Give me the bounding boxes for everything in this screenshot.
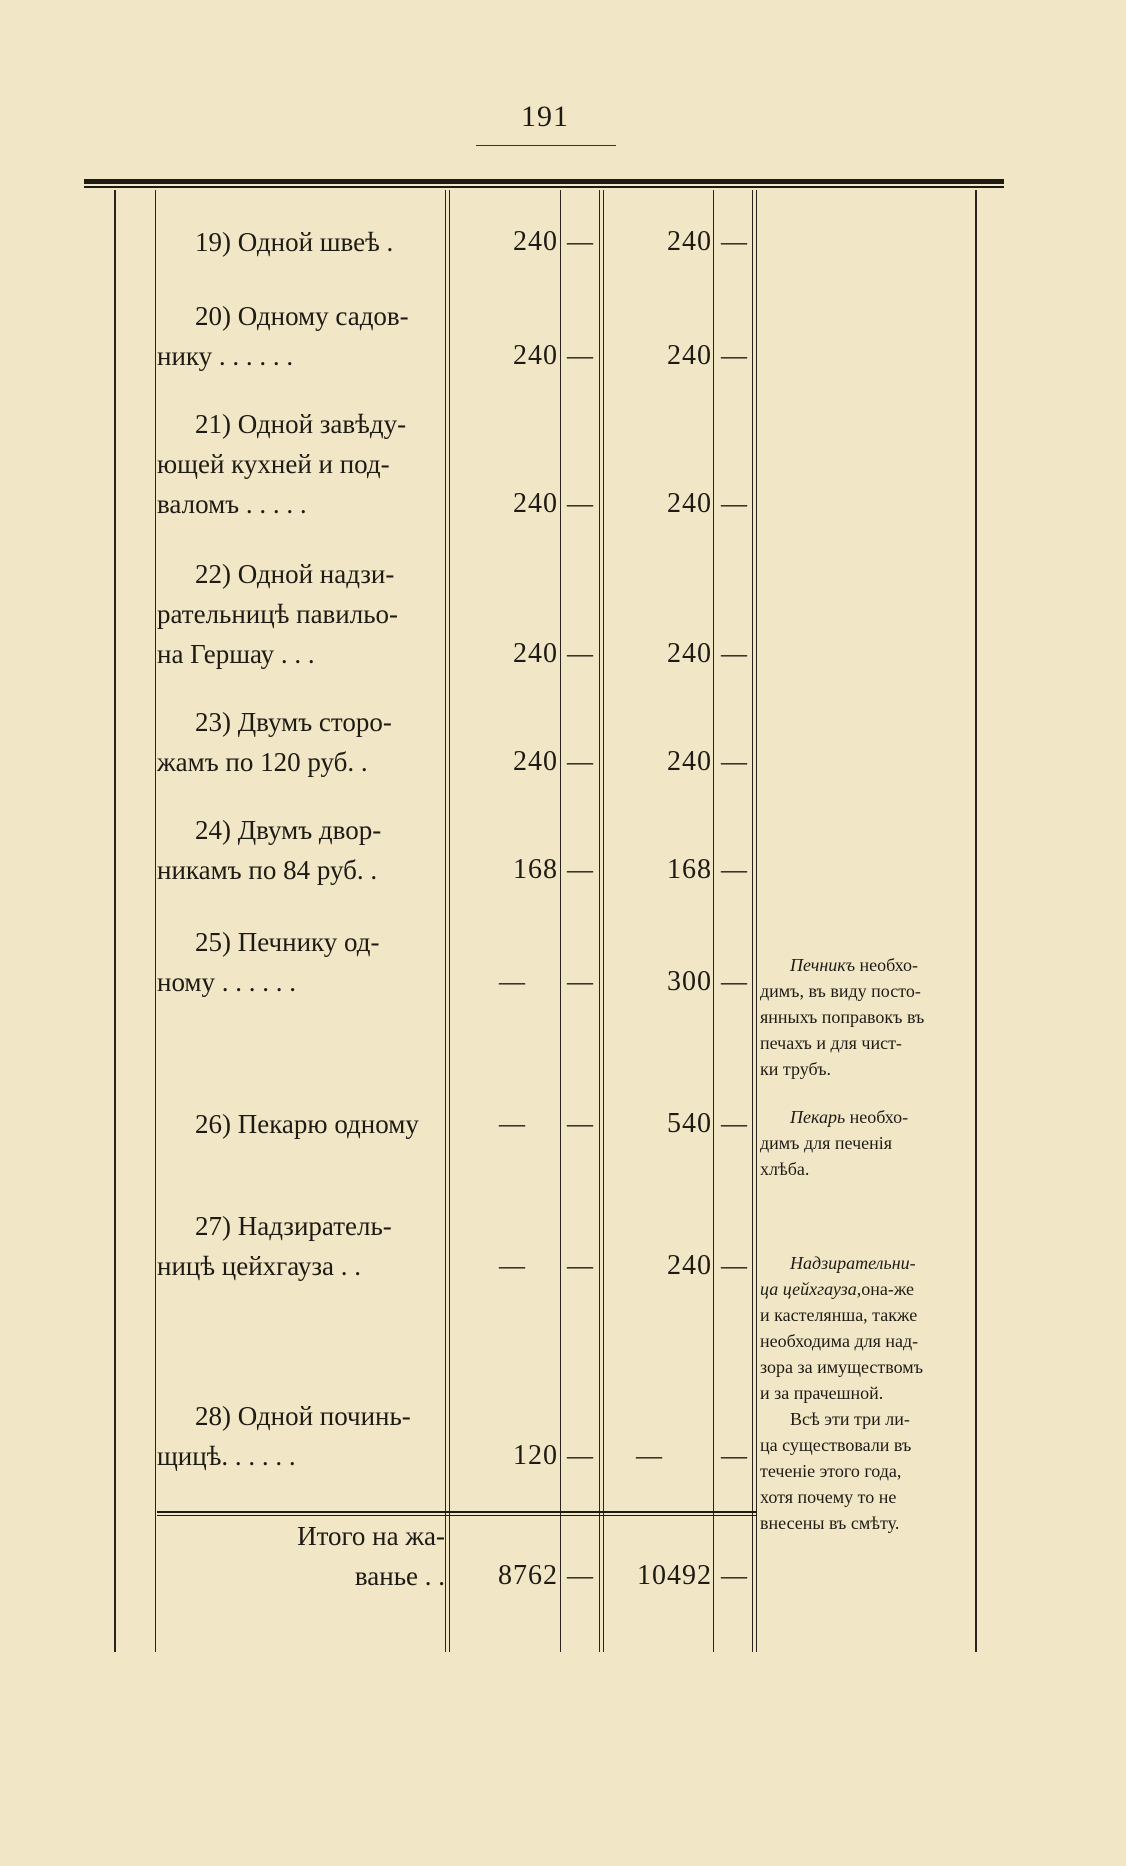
row-27-line-1: 27) Надзиратель-	[195, 1211, 392, 1241]
row-24-kop-1: —	[567, 855, 593, 884]
row-21-kop-1: —	[567, 489, 593, 518]
row-26-kop-1: —	[567, 1109, 593, 1138]
row-22-amount-2: 240	[667, 638, 712, 669]
page-number: 191	[521, 100, 569, 133]
note-extra-line-4: хотя почему то не	[760, 1487, 897, 1507]
note-extra-line-3: теченіе этого года,	[760, 1461, 902, 1481]
row-20-description	[157, 296, 445, 376]
row-25-line-1: 25) Печнику од-	[195, 927, 380, 957]
row-27-kop-1: —	[567, 1251, 593, 1280]
row-26-line-1: 26) Пекарю одному	[195, 1109, 419, 1139]
row-25-line-2: ному . . . . . .	[157, 967, 297, 997]
row-19-kop-1: —	[567, 227, 593, 256]
row-27-line-2: ницѣ цейхгауза . .	[157, 1251, 361, 1281]
row-22-line-1: 22) Одной надзи-	[195, 559, 395, 589]
row-21-description	[157, 404, 445, 524]
row-21-line-3: валомъ . . . . .	[157, 489, 307, 519]
row-21-amount-1: 240	[513, 488, 558, 519]
row-25-description	[157, 922, 445, 1002]
row-27-description	[157, 1206, 445, 1286]
column-line-col1-kop	[560, 190, 561, 1652]
row-26-description	[157, 1104, 445, 1144]
row-20-amount-2: 240	[667, 340, 712, 371]
row-20-amount-1: 240	[513, 340, 558, 371]
column-line-col2-right-b	[756, 190, 757, 1652]
row-28-kop-2: —	[721, 1441, 747, 1470]
row-22-amount-1: 240	[513, 638, 558, 669]
row-21-line-1: 21) Одной завѣду-	[195, 409, 407, 439]
row-25-kop-1: —	[567, 967, 593, 996]
total-label-line-2: ванье . .	[354, 1561, 445, 1591]
column-line-desc-right-a	[445, 190, 446, 1652]
note-nadziratelnica-line-2	[760, 1276, 976, 1302]
row-28-amount-1: 120	[513, 1440, 558, 1471]
table-top-rule-thin	[84, 186, 1004, 188]
row-21-amount-2: 240	[667, 488, 712, 519]
row-19-kop-2: —	[721, 227, 747, 256]
row-20-line-2: нику . . . . . .	[157, 341, 294, 371]
row-23-kop-1: —	[567, 747, 593, 776]
page-number-underline	[476, 145, 616, 146]
row-22-line-2: рательницѣ павильо-	[157, 599, 399, 629]
column-line-col2-right-a	[752, 190, 753, 1652]
column-line-desc-left	[155, 190, 156, 1652]
row-22-line-3: на Гершау . . .	[157, 639, 315, 669]
note-pekar-line-2: димъ для печенія	[760, 1133, 893, 1153]
column-line-col2-kop	[713, 190, 714, 1652]
row-20-kop-2: —	[721, 341, 747, 370]
row-23-line-2: жамъ по 120 руб. .	[157, 747, 368, 777]
row-25-amount-1: —	[499, 967, 525, 996]
note-nadziratelnica-line-3: и кастелянша, также	[760, 1305, 918, 1325]
row-24-description	[157, 810, 445, 890]
total-label	[157, 1516, 445, 1596]
note-pechnik-line-3: янныхъ поправокъ въ	[760, 1007, 925, 1027]
note-pechnik-lead: Печникъ	[790, 955, 856, 975]
column-line-desc-right-b	[449, 190, 450, 1652]
row-23-line-1: 23) Двумъ сторо-	[195, 707, 392, 737]
row-28-line-1: 28) Одной починь-	[195, 1401, 411, 1431]
column-line-outer-left	[114, 190, 116, 1652]
row-19-amount-2: 240	[667, 226, 712, 257]
row-22-kop-2: —	[721, 639, 747, 668]
note-extra-line-1: Всѣ эти три ли-	[790, 1409, 910, 1429]
row-28-description	[157, 1396, 445, 1476]
note-nadziratelnica-lead-1: Надзирательни-	[790, 1253, 916, 1273]
row-26-amount-2: 540	[667, 1108, 712, 1139]
row-28-amount-2: —	[636, 1441, 662, 1470]
total-kop-2: —	[721, 1561, 747, 1590]
note-nadziratelnica-line-6: и за прачешной.	[760, 1383, 884, 1403]
row-27-amount-1: —	[499, 1251, 525, 1280]
row-27-kop-2: —	[721, 1251, 747, 1280]
total-amount-2: 10492	[637, 1560, 712, 1591]
row-22-kop-1: —	[567, 639, 593, 668]
table-top-rule	[84, 179, 1004, 184]
note-pechnik	[760, 952, 976, 1082]
total-kop-1: —	[567, 1561, 593, 1590]
row-22-description	[157, 554, 445, 674]
note-pekar-line-3: хлѣба.	[760, 1159, 810, 1179]
note-nadziratelnica	[760, 1250, 976, 1536]
note-extra-line-5: внесены въ смѣту.	[760, 1513, 900, 1533]
column-line-col1-right-b	[603, 190, 604, 1652]
row-28-kop-1: —	[567, 1441, 593, 1470]
row-28-line-2: щицѣ. . . . . .	[157, 1441, 296, 1471]
row-24-line-2: никамъ по 84 руб. .	[157, 855, 378, 885]
note-pechnik-line-2: димъ, въ виду посто-	[760, 981, 921, 1001]
row-19-description	[157, 222, 445, 262]
note-nadziratelnica-lead-2: ца цейхгауза,	[760, 1279, 862, 1299]
row-24-kop-2: —	[721, 855, 747, 884]
row-21-line-2: ющей кухней и под-	[157, 449, 390, 479]
note-pekar-line-1	[760, 1104, 976, 1130]
row-23-kop-2: —	[721, 747, 747, 776]
row-24-amount-1: 168	[513, 854, 558, 885]
note-nadziratelnica-line-4: необходима для над-	[760, 1331, 919, 1351]
column-line-col1-right-a	[599, 190, 600, 1652]
row-19-line-1: 19) Одной швеѣ .	[195, 227, 394, 257]
total-rule	[157, 1511, 757, 1513]
row-26-amount-1: —	[499, 1109, 525, 1138]
row-20-kop-1: —	[567, 341, 593, 370]
note-nadziratelnica-text-1: она-же	[861, 1279, 915, 1299]
row-23-description	[157, 702, 445, 782]
row-23-amount-1: 240	[513, 746, 558, 777]
note-pechnik-line-5: ки трубъ.	[760, 1059, 832, 1079]
row-26-kop-2: —	[721, 1109, 747, 1138]
row-24-amount-2: 168	[667, 854, 712, 885]
row-25-amount-2: 300	[667, 966, 712, 997]
row-20-line-1: 20) Одному садов-	[195, 301, 409, 331]
note-pechnik-line-1	[760, 952, 976, 978]
note-extra-line-2: ца существовали въ	[760, 1435, 912, 1455]
row-21-kop-2: —	[721, 489, 747, 518]
row-24-line-1: 24) Двумъ двор-	[195, 815, 382, 845]
note-nadziratelnica-line-5: зора за имуществомъ	[760, 1357, 924, 1377]
note-pechnik-text-1: необхо-	[859, 955, 918, 975]
row-23-amount-2: 240	[667, 746, 712, 777]
note-pekar-text-1: необхо-	[849, 1107, 909, 1127]
total-label-line-1: Итого на жа-	[297, 1521, 445, 1551]
row-27-amount-2: 240	[667, 1250, 712, 1281]
row-19-amount-1: 240	[513, 226, 558, 257]
row-25-kop-2: —	[721, 967, 747, 996]
note-pechnik-line-4: печахъ и для чист-	[760, 1033, 902, 1053]
note-pekar-lead: Пекарь	[790, 1107, 846, 1127]
total-amount-1: 8762	[498, 1560, 558, 1591]
note-pekar	[760, 1104, 976, 1182]
